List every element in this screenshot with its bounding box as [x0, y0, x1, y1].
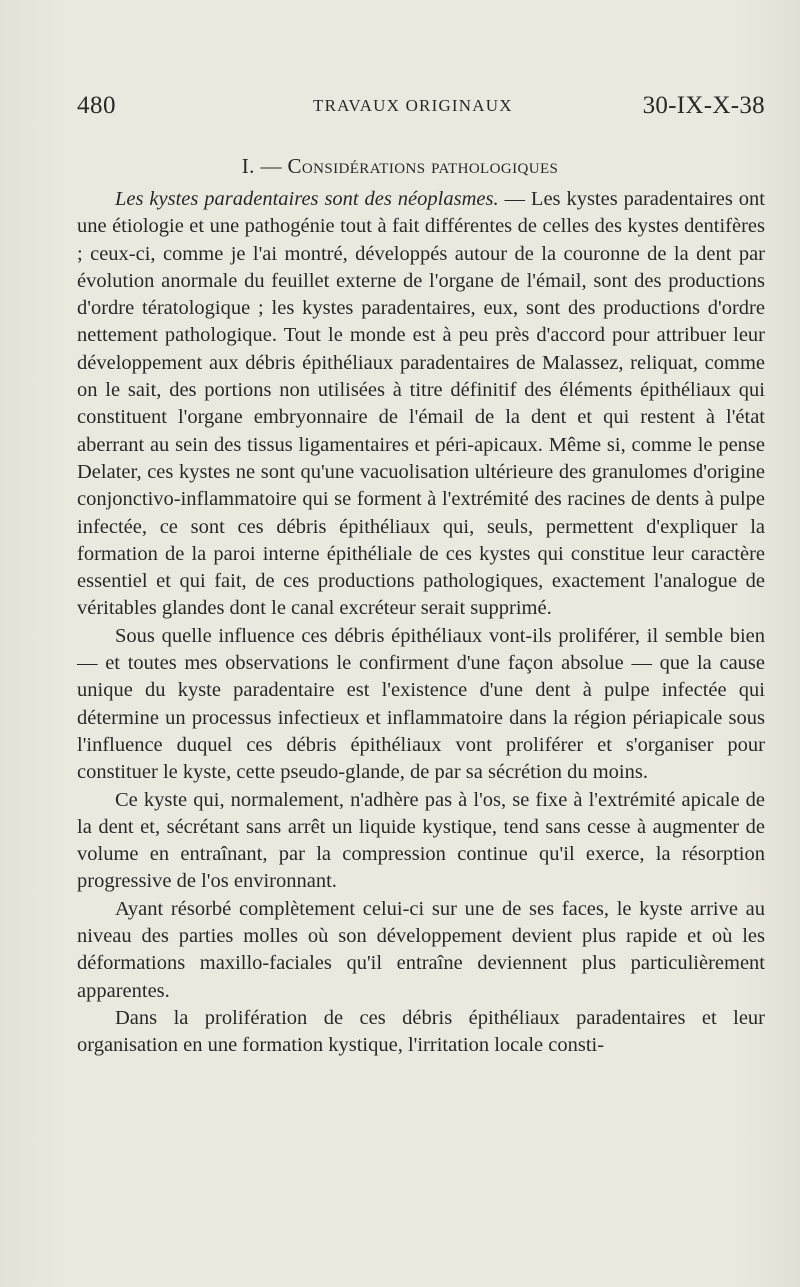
page-number: 480	[77, 92, 116, 119]
paragraph-1	[77, 186, 765, 623]
section-number: I. —	[241, 154, 282, 178]
paragraph-4-text: Ayant résorbé complètement celui-ci sur une de ses faces, le kyste arrive au niveau des parties molles où son développement devient plus rapide et où les déformations maxillo-faciales qu'il entraîne deviennent plus particulièrement apparentes.	[77, 897, 765, 1002]
section-heading	[0, 154, 800, 179]
paragraph-2-text: Sous quelle influence ces débris épithéliaux vont-ils proliférer, il semble bien — et toutes mes observations le confirment d'une façon absolue — que la cause unique du kyste paradentaire est l'existence d'une dent à pulpe infectée qui détermine un processus infectieux et inflammatoire dans la région périapicale sous l'influence duquel ces débris épithéliaux vont proliférer et s'organiser pour constituer le kyste, cette pseudo-glande, de par sa sécrétion du moins.	[77, 624, 765, 784]
paragraph-2	[77, 623, 765, 787]
paragraph-3	[77, 787, 765, 896]
paragraph-1-text: — Les kystes paradentaires ont une étiologie et une pathogénie tout à fait différentes de celles des kystes dentifères ; ceux-ci, comme je l'ai montré, développés autour de la couronne de la dent par évolution anormale du feuillet externe de l'organe de l'émail, sont des productions d'ordre tératologique ; les kystes paradentaires, eux, sont des productions d'ordre nettement pathologique. Tout le monde est à peu près d'accord pour attribuer leur développement aux débris épithéliaux paradentaires de Malassez, reliquat, comme on le sait, des portions non utilisées à titre définitif des éléments épithéliaux qui constituent l'organe embryonnaire de l'émail de la dent et qui restent à l'état aberrant au sein des tissus ligamentaires et péri-apicaux. Même si, comme le pense Delater, ces kystes ne sont qu'une vacuolisation ultérieure des granulomes d'origine conjonctivo-inflammatoire qui se forment à l'extrémité des racines de dents à pulpe infectée, ce sont ces débris épithéliaux qui, seuls, permettent d'expliquer la formation de la paroi interne épithéliale de ces kystes qui constitue leur caractère essentiel et qui fait, de ces productions pathologiques, exactement l'analogue de véritables glandes dont le canal excréteur serait supprimé.	[77, 188, 765, 620]
paragraph-5	[77, 1005, 765, 1060]
paragraph-5-text: Dans la prolifération de ces débris épithéliaux paradentaires et leur organisation en une formation kystique, l'irritation locale consti-	[77, 1006, 765, 1057]
paragraph-1-lead: Les kystes paradentaires sont des néoplasmes.	[115, 188, 499, 210]
paragraph-4	[77, 896, 765, 1005]
paragraph-3-text: Ce kyste qui, normalement, n'adhère pas à l'os, se fixe à l'extrémité apicale de la dent et, sécrétant sans arrêt un liquide kystique, tend sans cesse à augmenter de volume en entraînant, par la compression continue qu'il exerce, la résorption progressive de l'os environnant.	[77, 788, 765, 893]
issue-date: 30-IX-X-38	[642, 92, 765, 119]
body-text	[77, 186, 765, 1060]
running-head	[77, 92, 765, 122]
journal-title: TRAVAUX ORIGINAUX	[313, 96, 513, 115]
section-title: Considérations pathologiques	[287, 154, 559, 178]
